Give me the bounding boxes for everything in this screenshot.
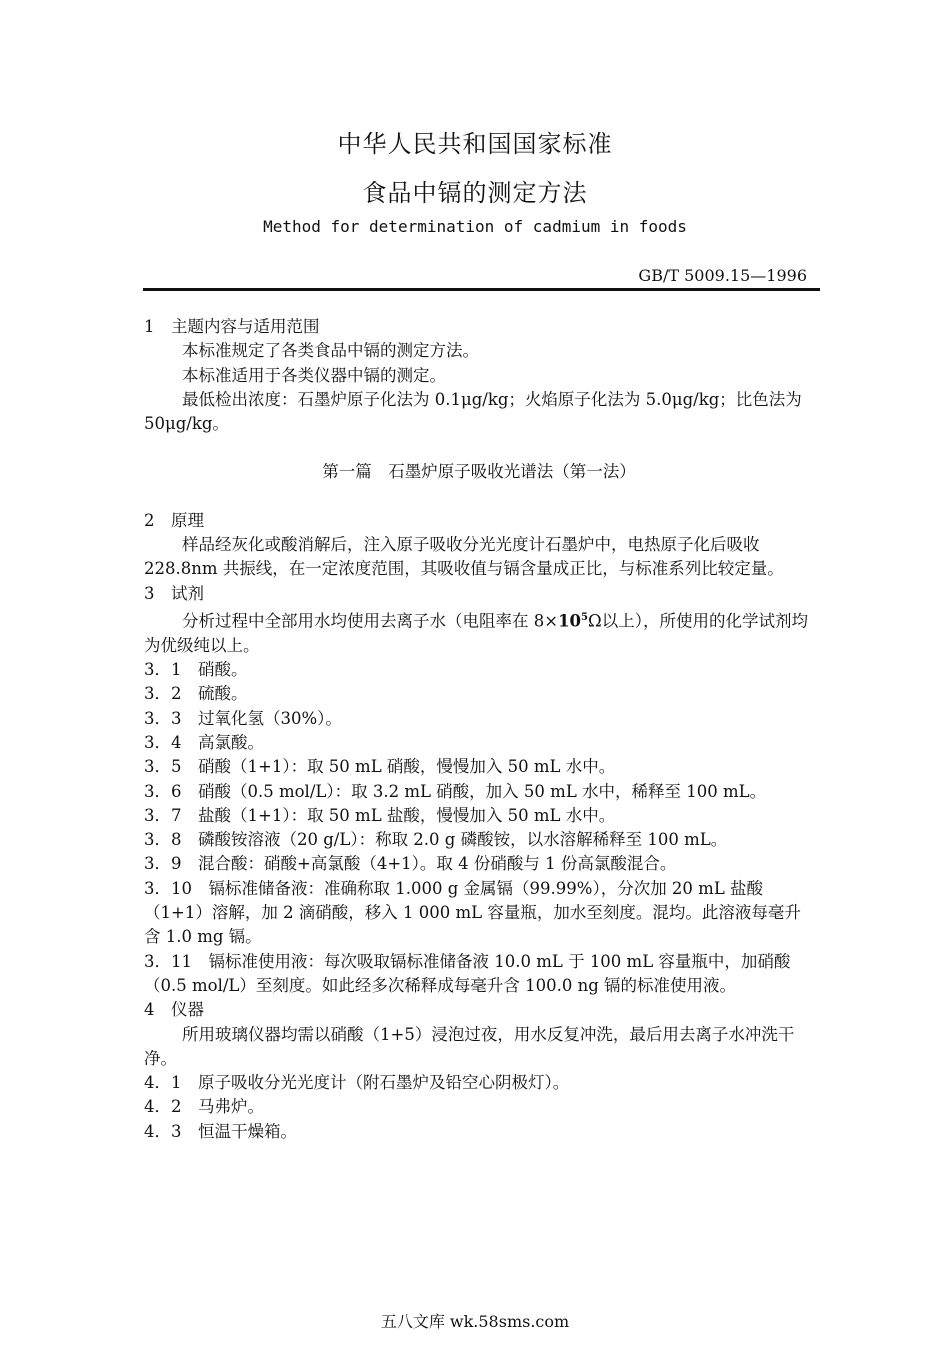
instrument-item: 4．1 原子吸收分光光度计（附石墨炉及铅空心阴极灯）。 <box>144 1073 570 1093</box>
instrument-item: 4．2 马弗炉。 <box>144 1097 264 1117</box>
power-base: 10 <box>558 611 582 631</box>
section-3-heading: 3 试剂 <box>144 583 204 603</box>
instrument-item: 4．3 恒温干燥箱。 <box>144 1121 297 1141</box>
reagent-item: 3．6 硝酸（0.5 mol/L）：取 3.2 mL 硝酸，加入 50 mL 水中，稀释至 100 mL。 <box>144 781 767 801</box>
standard-number: GB/T 5009.15—1996 <box>638 266 807 285</box>
reagent-item: 3．11 镉标准使用液：每次吸取镉标准储备液 10.0 mL 于 100 mL 容量瓶中，加硝酸（0.5 mol/L）至刻度。如此经多次稀释成每毫升含 100.0 ng 镉的标准使用液。 <box>144 951 791 995</box>
reagent-item: 3．3 过氧化氢（30%）。 <box>144 708 342 728</box>
reagent-item: 3．7 盐酸（1+1）：取 50 mL 盐酸，慢慢加入 50 mL 水中。 <box>144 805 616 825</box>
reagent-item: 3．9 混合酸：硝酸+高氯酸（4+1）。取 4 份硝酸与 1 份高氯酸混合。 <box>144 854 677 874</box>
reagent-item: 3．4 高氯酸。 <box>144 732 264 752</box>
reagent-item: 3．10 镉标准储备液：准确称取 1.000 g 金属镉（99.99%），分次加 20 mL 盐酸（1+1）溶解，加 2 滴硝酸，移入 1 000 mL 容量瓶，加水至刻度。混均。此溶液每毫升含 1.0 mg 镉。 <box>144 878 801 947</box>
section-4-heading: 4 仪器 <box>144 1000 204 1020</box>
reagent-item: 3．2 硫酸。 <box>144 684 248 704</box>
reagent-item: 3．5 硝酸（1+1）：取 50 mL 硝酸，慢慢加入 50 mL 水中。 <box>144 757 616 777</box>
section-1-paragraph: 本标准规定了各类食品中镉的测定方法。 <box>182 341 479 361</box>
section-4-paragraph: 所用玻璃仪器均需以硝酸（1+5）浸泡过夜，用水反复冲洗，最后用去离子水冲洗干净。 <box>144 1024 795 1068</box>
section-3-text: 分析过程中全部用水均使用去离子水（电阻率在 8× <box>182 611 559 631</box>
document-subtitle-en: Method for determination of cadmium in foods <box>263 217 687 236</box>
section-1-paragraph: 本标准适用于各类仪器中镉的测定。 <box>182 365 446 385</box>
section-1-heading: 1 主题内容与适用范围 <box>144 317 320 336</box>
section-3-text: Ω以上），所使用的化学试剂均为优级纯以上。 <box>144 611 808 655</box>
footer-watermark: 五八文库 wk.58sms.com <box>380 1312 570 1331</box>
document-body <box>144 315 814 1144</box>
section-2-heading: 2 原理 <box>144 510 204 530</box>
header-rule <box>143 288 820 291</box>
document-title: 中华人民共和国国家标准 <box>337 130 613 158</box>
power-exponent: 5 <box>581 611 589 623</box>
part-title: 第一篇 石墨炉原子吸收光谱法（第一法） <box>322 462 636 482</box>
section-2-paragraph: 样品经灰化或酸消解后，注入原子吸收分光光度计石墨炉中，电热原子化后吸收 228.8nm 共振线，在一定浓度范围，其吸收值与镉含量成正比，与标准系列比较定量。 <box>144 535 784 579</box>
reagent-item: 3．1 硝酸。 <box>144 660 248 680</box>
document-subtitle-cn: 食品中镉的测定方法 <box>362 179 588 207</box>
reagent-item: 3．8 磷酸铵溶液（20 g/L）：称取 2.0 g 磷酸铵，以水溶解稀释至 100 mL。 <box>144 830 728 850</box>
section-1-paragraph: 最低检出浓度：石墨炉原子化法为 0.1μg/kg；火焰原子化法为 5.0μg/kg；比色法为 50μg/kg。 <box>144 389 802 434</box>
section-3-paragraph <box>144 606 814 658</box>
